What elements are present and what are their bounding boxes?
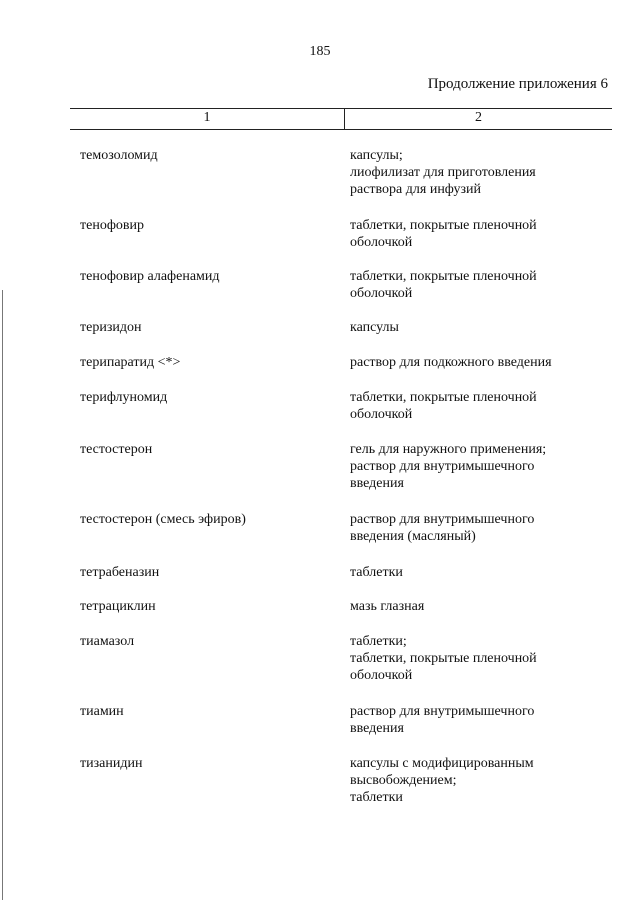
column-header-2: 2	[475, 110, 482, 125]
table-row	[80, 598, 620, 615]
dosage-forms	[350, 147, 620, 198]
drug-name: тенофовир	[80, 218, 144, 233]
table-row	[80, 217, 620, 251]
drug-name: тенофовир алафенамид	[80, 269, 220, 284]
drug-name: темозоломид	[80, 148, 158, 163]
table-row	[80, 354, 620, 371]
table-row	[80, 147, 620, 198]
dosage-form-line: таблетки, покрытые пленочной	[350, 218, 537, 233]
dosage-forms	[350, 319, 620, 336]
dosage-form-line: оболочкой	[350, 407, 413, 422]
dosage-forms	[350, 511, 620, 545]
dosage-forms	[350, 268, 620, 302]
dosage-forms	[350, 217, 620, 251]
dosage-form-line: капсулы	[350, 320, 399, 335]
dosage-forms	[350, 755, 620, 806]
dosage-form-line: введения (масляный)	[350, 529, 476, 544]
table-row	[80, 755, 620, 806]
dosage-forms	[350, 598, 620, 615]
scan-edge-line	[2, 290, 3, 900]
table-row	[80, 319, 620, 336]
table-row	[80, 511, 620, 545]
dosage-form-line: оболочкой	[350, 668, 413, 683]
dosage-form-line: таблетки;	[350, 634, 407, 649]
table-row	[80, 633, 620, 684]
dosage-form-line: капсулы;	[350, 148, 403, 163]
drug-name: тизанидин	[80, 756, 143, 771]
table-row	[80, 268, 620, 302]
dosage-forms	[350, 703, 620, 737]
drug-name: тетрациклин	[80, 599, 156, 614]
dosage-form-line: таблетки	[350, 790, 403, 805]
dosage-form-line: лиофилизат для приготовления	[350, 165, 536, 180]
dosage-forms	[350, 564, 620, 581]
dosage-form-line: таблетки	[350, 565, 403, 580]
table-row	[80, 441, 620, 492]
drug-name: тестостерон (смесь эфиров)	[80, 512, 246, 527]
dosage-form-line: раствор для внутримышечного	[350, 704, 535, 719]
table-row	[80, 564, 620, 581]
dosage-form-line: введения	[350, 721, 404, 736]
drug-name: тестостерон	[80, 442, 153, 457]
page-number: 185	[309, 44, 331, 59]
drug-name: терипаратид <*>	[80, 355, 181, 370]
drug-name: тиамазол	[80, 634, 135, 649]
dosage-form-line: раствора для инфузий	[350, 182, 482, 197]
dosage-form-line: раствор для внутримышечного	[350, 512, 535, 527]
dosage-form-line: таблетки, покрытые пленочной	[350, 269, 537, 284]
table-row	[80, 389, 620, 423]
continuation-title: Продолжение приложения 6	[427, 76, 608, 92]
dosage-form-line: таблетки, покрытые пленочной	[350, 651, 537, 666]
drug-name: тетрабеназин	[80, 565, 160, 580]
drug-name: теризидон	[80, 320, 142, 335]
dosage-form-line: введения	[350, 476, 404, 491]
dosage-forms	[350, 441, 620, 492]
table-row	[80, 703, 620, 737]
dosage-form-line: оболочкой	[350, 286, 413, 301]
dosage-form-line: высвобождением;	[350, 773, 457, 788]
dosage-form-line: таблетки, покрытые пленочной	[350, 390, 537, 405]
column-header-1: 1	[203, 110, 211, 125]
dosage-forms	[350, 389, 620, 423]
dosage-form-line: капсулы с модифицированным	[350, 756, 534, 771]
dosage-forms	[350, 354, 620, 371]
dosage-form-line: оболочкой	[350, 235, 413, 250]
dosage-form-line: мазь глазная	[350, 599, 425, 614]
dosage-forms	[350, 633, 620, 684]
drug-name: тиамин	[80, 704, 124, 719]
dosage-form-line: раствор для подкожного введения	[350, 355, 552, 370]
table-header	[70, 108, 612, 130]
dosage-form-line: раствор для внутримышечного	[350, 459, 535, 474]
drug-name: терифлуномид	[80, 390, 168, 405]
dosage-form-line: гель для наружного применения;	[350, 442, 547, 457]
